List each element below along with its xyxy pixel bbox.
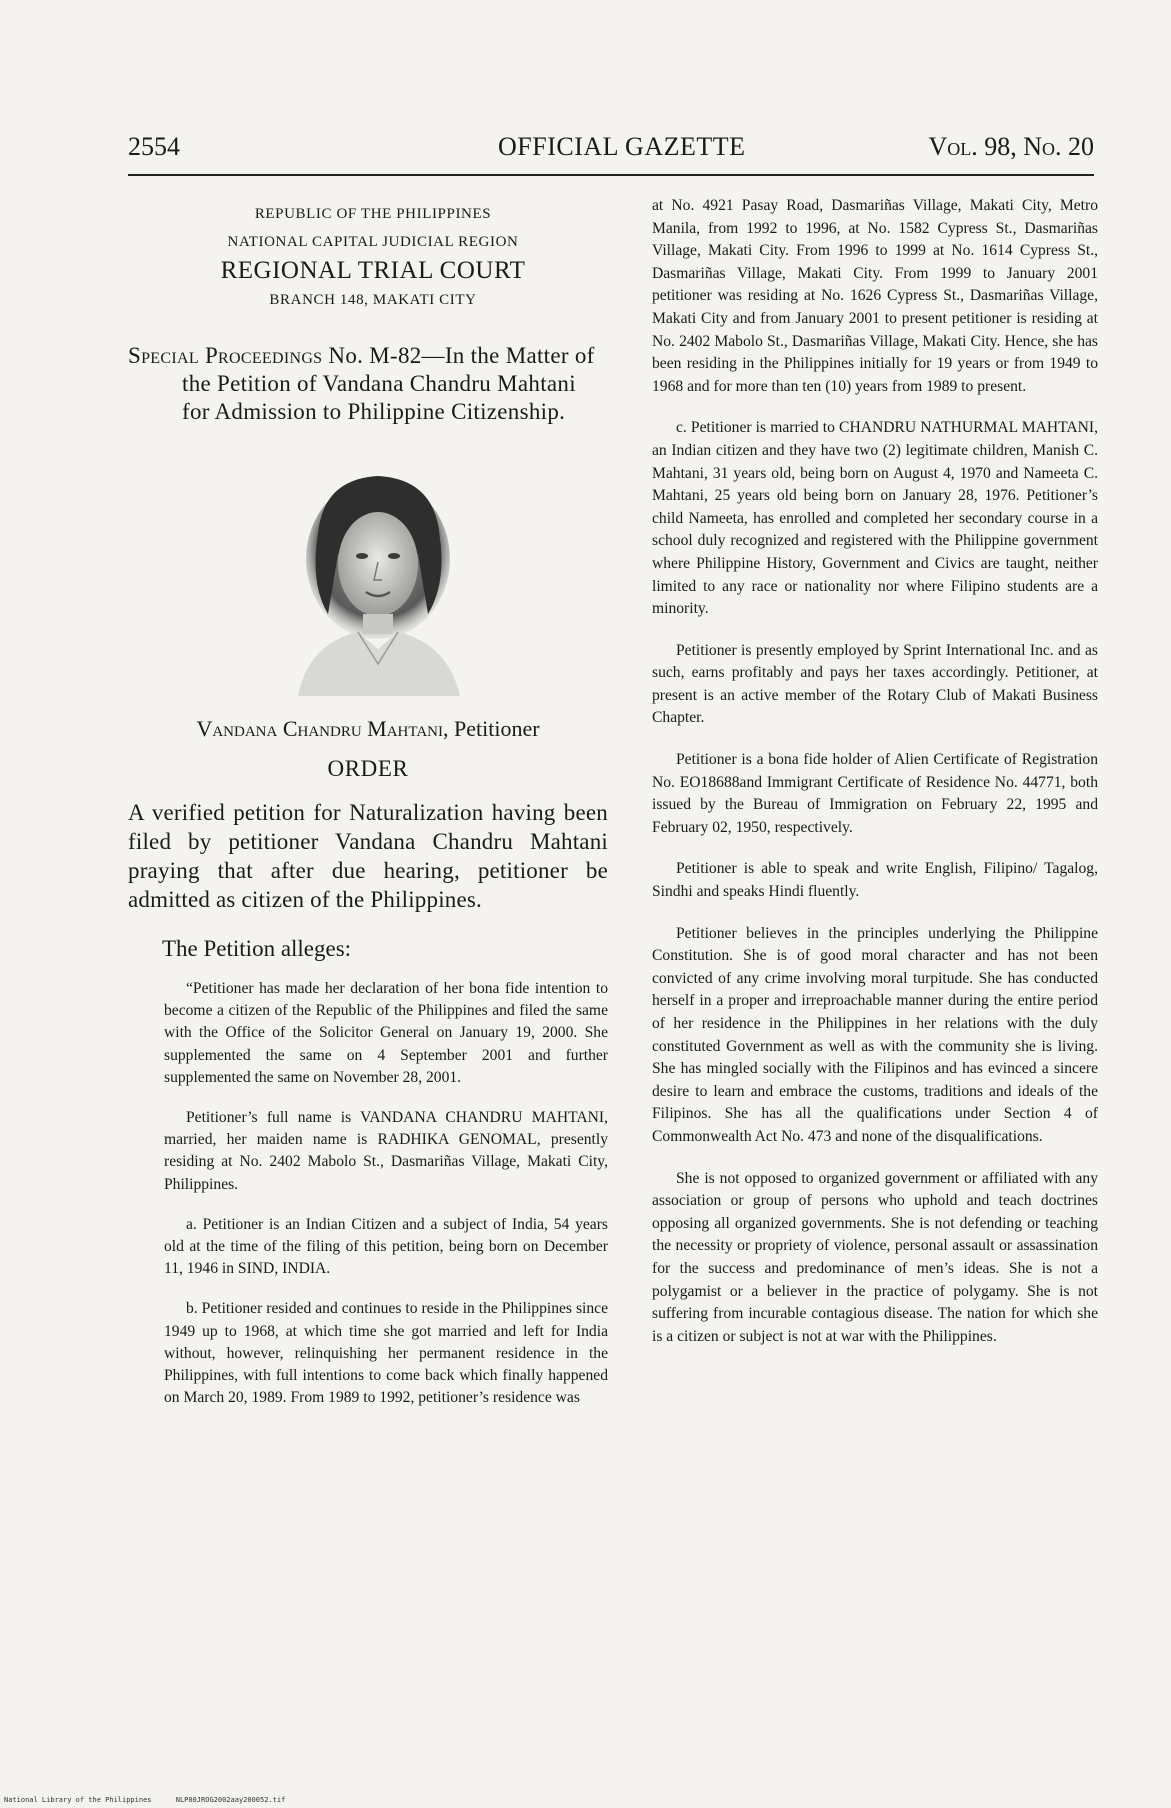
court-heading bbox=[138, 200, 608, 314]
allegation-paragraph: a. Petitioner is an Indian Citizen and a subject of India, 54 years old at the time of the filing of this petition, being born on December 11, 1946 in SIND, INDIA. bbox=[164, 1215, 608, 1278]
case-title bbox=[128, 342, 608, 426]
left-column bbox=[128, 200, 608, 1409]
court-region: NATIONAL CAPITAL JUDICIAL REGION bbox=[227, 234, 519, 250]
portrait-image bbox=[278, 464, 478, 696]
court-republic: REPUBLIC OF THE PHILIPPINES bbox=[254, 206, 492, 222]
allegation-paragraph: Petitioner believes in the principles underlying the Philippine Constitution. She is of good moral character and has not been convicted of any crime involving moral turpitude. She has conducted herself in a proper and irreproachable manner during the entire period of her residence in the Philippines in her relations with the duly constituted Government as well as with the community she is living. She has mingled socially with the Filipinos and has evinced a sincere desire to learn and embrace the customs, traditions and ideals of the Filipinos. She has all the qualifications under Section 4 of Commonwealth Act No. 473 and none of the disqualifications. bbox=[652, 924, 1098, 1145]
allegation-paragraph: Petitioner’s full name is VANDANA CHANDRU MAHTANI, married, her maiden name is RADHIKA GENOMAL, presently residing at No. 2402 Mabolo St., Dasmariñas Village, Makati City, Philippines. bbox=[164, 1109, 608, 1193]
petitioner-name: Vandana Chandru Mahtani, bbox=[196, 716, 449, 741]
allegation-paragraph: She is not opposed to organized government or affiliated with any association or group of persons who uphold and teach doctrines opposing all organized governments. She is not defending or teaching the necessity or propriety of violence, personal assault or assassination for the success and predominance of men’s ideas. She is not a polygamist or a believer in the practice of polygamy. She is not suffering from incurable contagious disease. The nation for which she is a citizen or subject is not at war with the Philippines. bbox=[652, 1169, 1098, 1345]
allegation-paragraph: “Petitioner has made her declaration of her bona fide intention to become a citizen of the Republic of the Philippines and filed the same with the Office of the Solicitor General on January 19, 2000. She supplemented the same on 4 September 2001 and further supplemented the same on November 28, 2001. bbox=[164, 980, 608, 1086]
case-number: No. M-82—In the Matter of the Petition of Vandana Chandru Mahtani for Admission to Philippine Citizenship. bbox=[182, 343, 595, 424]
petitioner-role: Petitioner bbox=[448, 716, 540, 741]
case-label: Special Proceedings bbox=[128, 343, 323, 368]
order-title: ORDER bbox=[327, 756, 409, 781]
scan-footer bbox=[4, 1796, 305, 1804]
allegation-paragraph: Petitioner is able to speak and write English, Filipino/ Tagalog, Sindhi and speaks Hindi fluently. bbox=[652, 860, 1098, 901]
library-credit: National Library of the Philippines bbox=[4, 1796, 152, 1804]
petitioner-photo bbox=[278, 464, 478, 696]
allegation-paragraph: Petitioner is presently employed by Sprint International Inc. and as such, earns profitably and pays her taxes accordingly. Petitioner, at present is an active member of the Rotary Club of Makati Business Chapter. bbox=[652, 641, 1098, 727]
allegation-paragraph: Petitioner is a bona fide holder of Alien Certificate of Registration No. EO18688and Immigrant Certificate of Residence No. 44771, both issued by the Bureau of Immigration on February 22, 1995 and February 02, 1950, respectively. bbox=[652, 751, 1098, 836]
court-name: REGIONAL TRIAL COURT bbox=[220, 257, 526, 284]
volume-number: Vol. 98, No. 20 bbox=[928, 132, 1094, 161]
right-column bbox=[652, 195, 1098, 1367]
page-number: 2554 bbox=[128, 132, 180, 161]
order-intro: A verified petition for Naturalization having been filed by petitioner Vandana Chandru Mahtani praying that after due hearing, petitioner be admitted as citizen of the Philippines. bbox=[128, 800, 608, 912]
publication-title: OFFICIAL GAZETTE bbox=[498, 132, 746, 161]
alleges-heading: The Petition alleges: bbox=[162, 936, 352, 961]
scan-filename: NLP00JROG2002aay200052.tif bbox=[175, 1796, 286, 1804]
header-rule bbox=[128, 174, 1094, 176]
court-branch: BRANCH 148, MAKATI CITY bbox=[269, 292, 477, 308]
residence-continuation: at No. 4921 Pasay Road, Dasmariñas Village, Makati City, Metro Manila, from 1992 to 1996, at No. 1582 Cypress St., Dasmariñas Village, Makati City. From 1996 to 1999 at No. 1614 Cypress St., Dasmariñas Village, Makati City. From 1999 to January 2001 petitioner was residing at No. 1626 Cypress St., Dasmariñas Village, Makati City and from January 2001 to present petitioner is residing at No. 2402 Mabolo St., Dasmariñas Village, Makati City. Hence, she has been residing in the Philippines initially for 19 years or from 1949 to 1968 and for more than ten (10) years from 1989 to present. bbox=[652, 197, 1098, 395]
page-header bbox=[128, 132, 1094, 172]
allegation-paragraph: c. Petitioner is married to CHANDRU NATHURMAL MAHTANI, an Indian citizen and they have two (2) legitimate children, Manish C. Mahtani, 31 years old, being born on August 4, 1970 and Nameeta C. Mahtani, 25 years old being born on January 28, 1976. Petitioner’s child Nameeta, has enrolled and completed her secondary course in a school duly recognized and registered with the Philippine government where Philippine History, Government and Civics are taught, neither limited to any race or nationality nor where Filipino students are a minority. bbox=[652, 419, 1098, 618]
petitioner-line bbox=[128, 716, 608, 742]
allegation-paragraph: b. Petitioner resided and continues to reside in the Philippines since 1949 up to 1968, at which time she got married and left for India without, however, relinquishing her permanent residence in the Philippines, with full intentions to come back which finally happened on March 20, 1989. From 1989 to 1992, petitioner’s residence was bbox=[164, 1300, 608, 1407]
